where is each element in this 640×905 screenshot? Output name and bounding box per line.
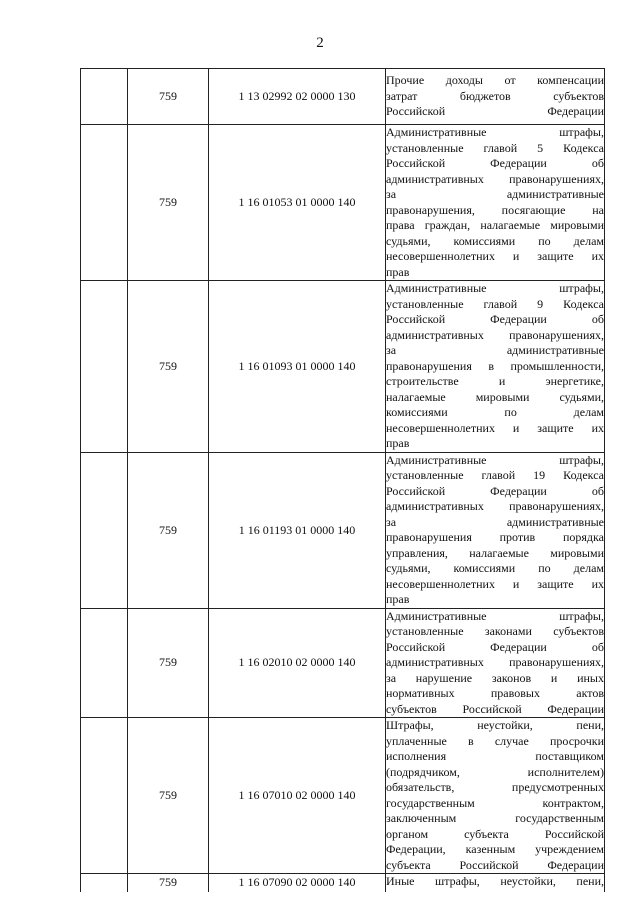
description-line: Прочие доходы от компенсации — [386, 73, 604, 88]
description-line: административных правонарушениях, — [386, 499, 604, 513]
blank-cell — [81, 874, 128, 892]
description-line: Административные штрафы, — [386, 125, 604, 139]
admin-code-cell: 759 — [128, 718, 209, 874]
table-row — [81, 281, 605, 453]
description-line: строительстве и энергетике, — [386, 374, 604, 388]
description-line: государственным контрактом, — [386, 795, 604, 810]
description-line: затрат бюджетов субъектов — [386, 88, 604, 103]
description-cell — [386, 125, 605, 281]
description-line: прав — [386, 436, 410, 450]
description-cell — [386, 452, 605, 608]
admin-code-cell: 759 — [128, 874, 209, 892]
description-line: субъектов Российской Федерации — [386, 701, 604, 716]
description-line: права граждан, налагаемые мировыми — [386, 218, 604, 232]
kbk-code-cell: 1 16 02010 02 0000 140 — [209, 608, 386, 718]
description-line: Административные штрафы, — [386, 608, 604, 623]
description-line: правонарушения в промышленности, — [386, 358, 604, 373]
description-line: Российской Федерации об — [386, 156, 604, 170]
description-line: за административные — [386, 514, 604, 529]
table-body — [81, 69, 605, 892]
description-line: за нарушение законов и иных — [386, 670, 604, 685]
table-row — [81, 608, 605, 718]
description-cell — [386, 281, 605, 453]
admin-code-cell: 759 — [128, 281, 209, 453]
description-line: управления, налагаемые мировыми — [386, 545, 604, 560]
description-line: установленные главой 5 Кодекса — [386, 140, 604, 155]
admin-code-cell: 759 — [128, 608, 209, 718]
description-line: субъекта Российской Федерации — [386, 857, 604, 872]
kbk-code-cell: 1 16 07090 02 0000 140 — [209, 874, 386, 892]
admin-code-cell: 759 — [128, 69, 209, 125]
description-line: органом субъекта Российской — [386, 826, 604, 841]
description-line: уплаченные в случае просрочки — [386, 733, 604, 748]
description-cell — [386, 874, 605, 892]
description-line: Российской Федерации об — [386, 483, 604, 498]
table-row — [81, 718, 605, 874]
description-line: несовершеннолетних и защите их — [386, 420, 604, 435]
description-line: исполнения поставщиком — [386, 749, 604, 763]
description-line: Иные штрафы, неустойки, пени, — [386, 874, 604, 888]
blank-cell — [81, 452, 128, 608]
kbk-code-cell: 1 16 01193 01 0000 140 — [209, 452, 386, 608]
description-cell — [386, 69, 605, 125]
description-line: Российской Федерации об — [386, 312, 604, 326]
description-line: прав — [386, 592, 410, 606]
description-line: несовершеннолетних и защите их — [386, 249, 604, 263]
description-line: Российской Федерации — [386, 104, 604, 119]
description-line: административных правонарушениях, — [386, 171, 604, 186]
table-row — [81, 874, 605, 892]
description-line: Административные штрафы, — [386, 452, 604, 467]
description-line: установленные главой 19 Кодекса — [386, 468, 604, 482]
description-line: (подрядчиком, исполнителем) — [386, 764, 604, 779]
description-line: Административные штрафы, — [386, 281, 604, 295]
description-line: установленные законами субъектов — [386, 624, 604, 638]
kbk-code-cell: 1 13 02992 02 0000 130 — [209, 69, 386, 125]
description-line: налагаемые мировыми судьями, — [386, 389, 604, 404]
description-line: правонарушения против порядка — [386, 530, 604, 544]
description-line: комиссиями по делам — [386, 405, 604, 419]
description-line: судьями, комиссиями по делам — [386, 233, 604, 248]
description-cell — [386, 608, 605, 718]
description-line: правонарушения, посягающие на — [386, 202, 604, 217]
blank-cell — [81, 281, 128, 453]
kbk-code-cell: 1 16 01093 01 0000 140 — [209, 281, 386, 453]
description-line: прав — [386, 264, 410, 279]
table-row — [81, 125, 605, 281]
blank-cell — [81, 718, 128, 874]
blank-cell — [81, 69, 128, 125]
description-line: установленные главой 9 Кодекса — [386, 296, 604, 311]
blank-cell — [81, 608, 128, 718]
page-number: 2 — [316, 35, 324, 51]
table-row — [81, 452, 605, 608]
kbk-code-cell: 1 16 01053 01 0000 140 — [209, 125, 386, 281]
description-line: Федерации, казенным учреждением — [386, 842, 604, 856]
kbk-code-cell: 1 16 07010 02 0000 140 — [209, 718, 386, 874]
description-line: судьями, комиссиями по делам — [386, 561, 604, 575]
description-cell — [386, 718, 605, 874]
admin-code-cell: 759 — [128, 452, 209, 608]
description-line: нормативных правовых актов — [386, 686, 604, 700]
description-line: административных правонарушениях, — [386, 327, 604, 342]
admin-code-cell: 759 — [128, 125, 209, 281]
description-line: за административные — [386, 187, 604, 201]
description-line: за административные — [386, 343, 604, 357]
table-row — [81, 69, 605, 125]
description-line: заключенным государственным — [386, 811, 604, 825]
revenue-codes-table — [80, 68, 605, 892]
description-line: несовершеннолетних и защите их — [386, 576, 604, 591]
description-line: административных правонарушениях, — [386, 655, 604, 669]
blank-cell — [81, 125, 128, 281]
description-line: Российской Федерации об — [386, 639, 604, 654]
description-line: обязательств, предусмотренных — [386, 780, 604, 794]
description-line: Штрафы, неустойки, пени, — [386, 718, 604, 732]
